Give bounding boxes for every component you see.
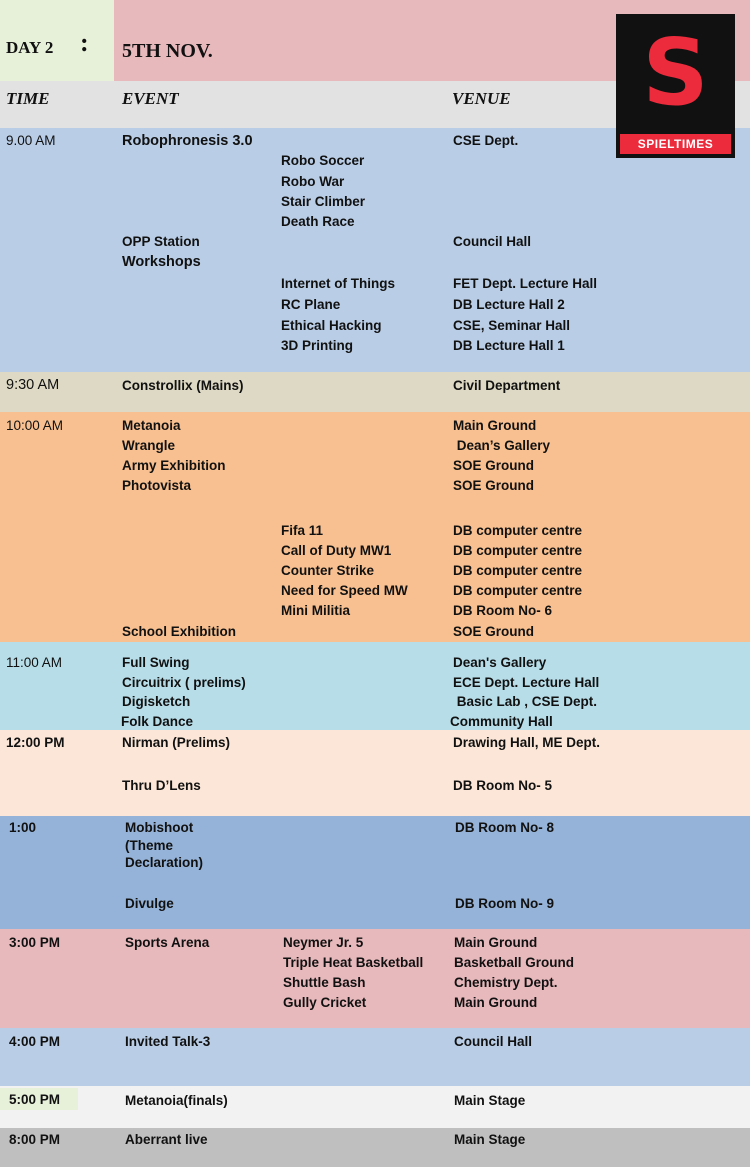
event-mobishoot-line2: (Theme <box>125 838 174 853</box>
event-metanoia-finals: Metanoia(finals) <box>125 1093 228 1108</box>
time-1100: 11:00 AM <box>6 655 63 670</box>
event-aberrant-live: Aberrant live <box>125 1132 208 1147</box>
venue-school-exhibition: SOE Ground <box>453 624 534 639</box>
workshop-venue: DB Lecture Hall 2 <box>453 297 565 312</box>
game-name: Counter Strike <box>281 563 375 578</box>
slot-1200-band <box>0 730 750 816</box>
workshop-name: Internet of Things <box>281 276 395 291</box>
slot-0900-band <box>0 128 750 372</box>
slot-0100-band <box>0 816 750 929</box>
event-sports-arena: Sports Arena <box>125 935 210 950</box>
time-0930: 9:30 AM <box>6 377 60 393</box>
logo-letter: S <box>642 19 709 126</box>
event-venue: Community Hall <box>450 714 553 729</box>
event-name: Circuitrix ( prelims) <box>122 675 246 690</box>
day-label: DAY 2 <box>6 38 54 57</box>
workshop-venue: FET Dept. Lecture Hall <box>453 276 598 291</box>
event-venue: Dean’s Gallery <box>453 438 551 453</box>
workshop-venue: DB Lecture Hall 1 <box>453 338 565 353</box>
event-venue: SOE Ground <box>453 458 534 473</box>
event-venue: SOE Ground <box>453 478 534 493</box>
slot-1000-band <box>0 412 750 642</box>
event-venue: Drawing Hall, ME Dept. <box>453 735 601 750</box>
game-venue: DB computer centre <box>453 563 583 578</box>
time-0500: 5:00 PM <box>9 1092 61 1107</box>
event-venue: ECE Dept. Lecture Hall <box>453 675 600 690</box>
game-venue: DB computer centre <box>453 523 583 538</box>
sub-event: Robo War <box>281 174 345 189</box>
column-header-time: TIME <box>6 89 50 108</box>
sport-name: Gully Cricket <box>283 995 367 1010</box>
slot-0800-band <box>0 1128 750 1167</box>
workshop-name: 3D Printing <box>281 338 354 353</box>
logo-wordmark: SPIELTIMES <box>620 134 731 154</box>
workshop-venue: CSE, Seminar Hall <box>453 318 571 333</box>
game-venue: DB computer centre <box>453 543 583 558</box>
time-0300: 3:00 PM <box>9 935 61 950</box>
venue-opp-station: Council Hall <box>453 234 532 249</box>
event-mobishoot-line3: Declaration) <box>125 855 204 870</box>
game-name: Call of Duty MW1 <box>281 543 392 558</box>
time-0100: 1:00 <box>9 820 37 835</box>
event-venue: Basic Lab , CSE Dept. <box>453 694 598 709</box>
workshop-name: RC Plane <box>281 297 341 312</box>
time-1000: 10:00 AM <box>6 418 64 433</box>
event-venue: Main Ground <box>453 418 537 433</box>
event-name: Full Swing <box>122 655 190 670</box>
event-opp-station: OPP Station <box>122 234 200 249</box>
game-name: Mini Militia <box>281 603 350 618</box>
event-constrollix: Constrollix (Mains) <box>122 378 244 393</box>
event-name: Digisketch <box>122 694 191 709</box>
time-0900: 9.00 AM <box>6 133 56 148</box>
spieltimes-logo <box>616 14 735 158</box>
event-name: Nirman (Prelims) <box>122 735 231 750</box>
venue-constrollix: Civil Department <box>453 378 561 393</box>
column-header-venue: VENUE <box>452 89 511 108</box>
sub-event: Robo Soccer <box>281 153 365 168</box>
sport-name: Shuttle Bash <box>283 975 366 990</box>
slot-0930-band <box>0 372 750 412</box>
venue-robophronesis: CSE Dept. <box>453 133 519 148</box>
event-name: Folk Dance <box>121 714 194 729</box>
event-venue: Dean's Gallery <box>453 655 547 670</box>
game-name: Fifa 11 <box>281 523 324 538</box>
venue-invited-talk: Council Hall <box>454 1034 533 1049</box>
sport-name: Neymer Jr. 5 <box>283 935 364 950</box>
sport-venue: Basketball Ground <box>454 955 575 970</box>
sub-event: Death Race <box>281 214 355 229</box>
game-venue: DB computer centre <box>453 583 583 598</box>
sport-name: Triple Heat Basketball <box>283 955 424 970</box>
column-header-event: EVENT <box>122 89 179 108</box>
time-1200: 12:00 PM <box>6 735 65 750</box>
event-invited-talk: Invited Talk-3 <box>125 1034 211 1049</box>
sport-venue: Main Ground <box>454 995 538 1010</box>
sub-event: Stair Climber <box>281 194 366 209</box>
time-0800: 8:00 PM <box>9 1132 61 1147</box>
event-venue: DB Room No- 5 <box>453 778 552 793</box>
event-robophronesis: Robophronesis 3.0 <box>122 133 253 149</box>
sport-venue: Main Ground <box>454 935 538 950</box>
time-0400: 4:00 PM <box>9 1034 61 1049</box>
event-name: Metanoia <box>122 418 181 433</box>
venue-aberrant-live: Main Stage <box>454 1132 526 1147</box>
sport-venue: Chemistry Dept. <box>454 975 558 990</box>
event-name: Army Exhibition <box>122 458 226 473</box>
page-title: 5TH NOV. <box>122 40 213 62</box>
event-workshops: Workshops <box>122 254 201 270</box>
workshop-name: Ethical Hacking <box>281 318 382 333</box>
event-mobishoot: Mobishoot <box>125 820 194 835</box>
game-name: Need for Speed MW <box>281 583 408 598</box>
day-colon: : <box>80 28 89 57</box>
venue-mobishoot: DB Room No- 8 <box>455 820 554 835</box>
event-school-exhibition: School Exhibition <box>122 624 236 639</box>
game-venue: DB Room No- 6 <box>453 603 552 618</box>
event-divulge: Divulge <box>125 896 174 911</box>
event-name: Wrangle <box>122 438 176 453</box>
venue-divulge: DB Room No- 9 <box>455 896 554 911</box>
event-name: Thru D’Lens <box>122 778 201 793</box>
slot-0500-band <box>0 1086 750 1128</box>
slot-0300-band <box>0 929 750 1028</box>
venue-metanoia-finals: Main Stage <box>454 1093 526 1108</box>
event-name: Photovista <box>122 478 192 493</box>
slot-1100-band <box>0 642 750 730</box>
slot-0400-band <box>0 1028 750 1086</box>
